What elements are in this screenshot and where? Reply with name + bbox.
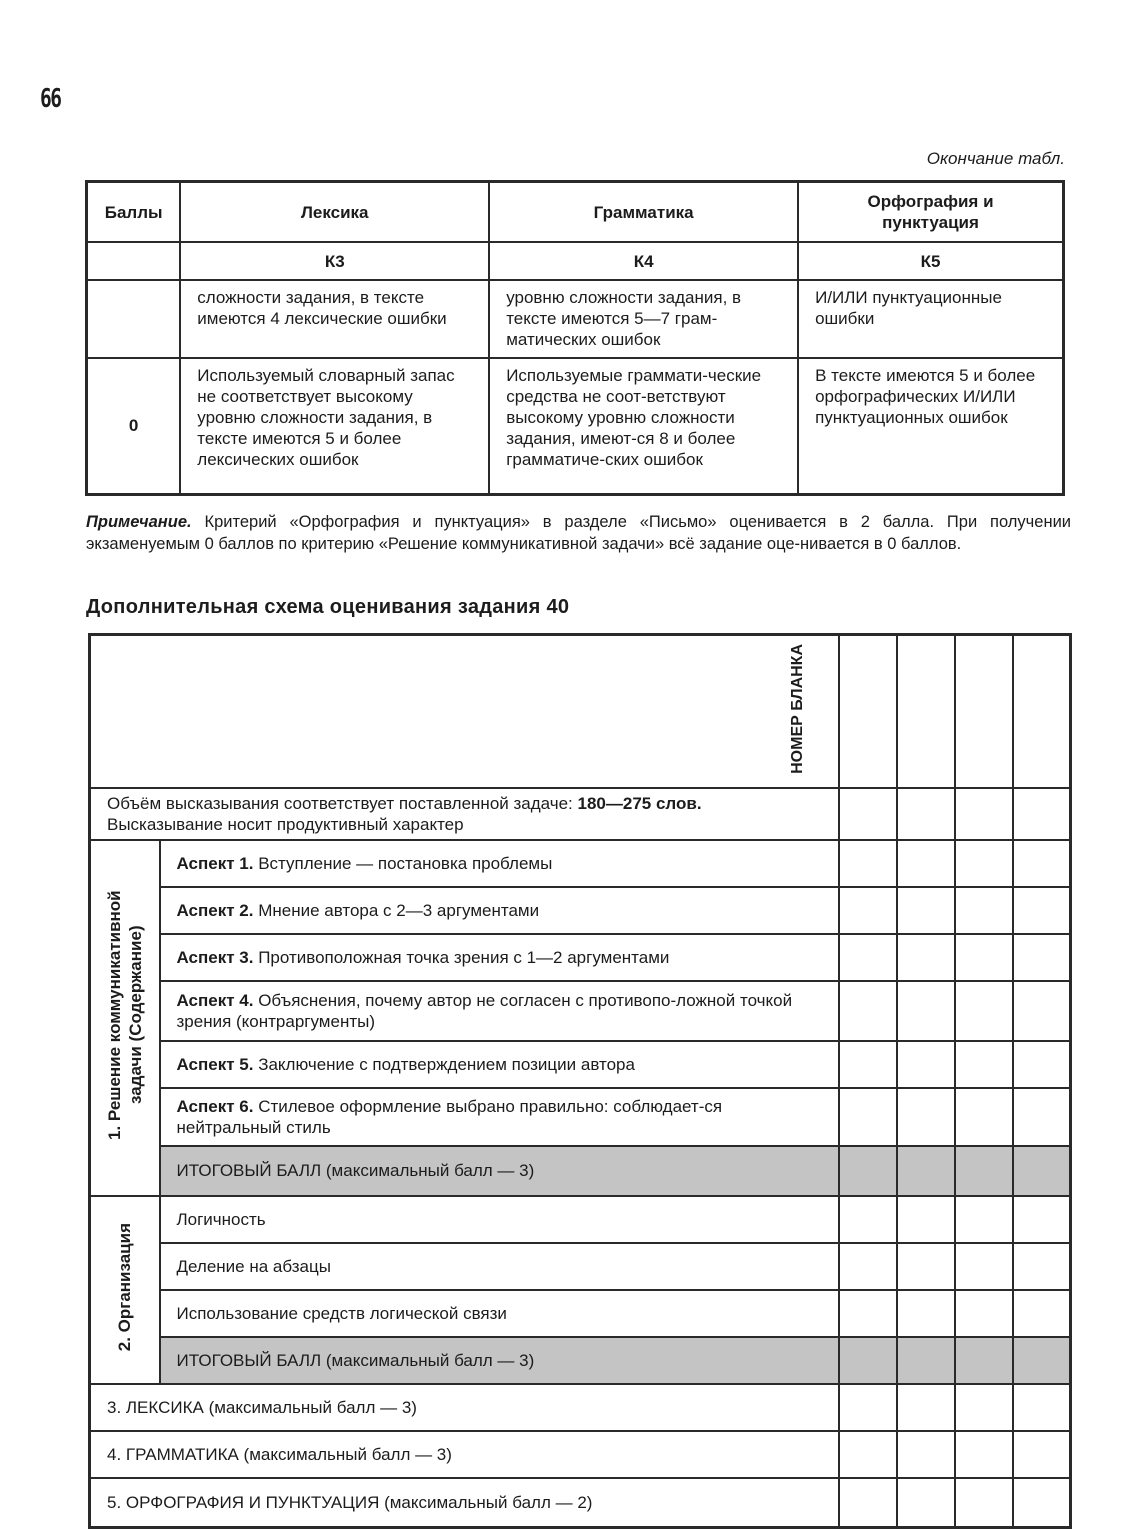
organization-text: Использование средств логической связи bbox=[160, 1290, 839, 1337]
score-box[interactable] bbox=[955, 1243, 1013, 1290]
spelling-row bbox=[90, 1478, 1071, 1528]
score-box[interactable] bbox=[839, 1431, 897, 1478]
score-box[interactable] bbox=[1013, 981, 1071, 1041]
scheme-table bbox=[88, 633, 1072, 1529]
score-box[interactable] bbox=[955, 1146, 1013, 1196]
score-box[interactable] bbox=[897, 1290, 955, 1337]
volume-row bbox=[90, 788, 1071, 840]
score-box[interactable] bbox=[839, 934, 897, 981]
score-box[interactable] bbox=[955, 1290, 1013, 1337]
group1-label: 1. Решение коммуникативной задачи (Содержание) bbox=[90, 840, 160, 1196]
group2-total-row bbox=[90, 1337, 1071, 1384]
note-paragraph bbox=[86, 511, 1071, 555]
organization-text: Логичность bbox=[160, 1196, 839, 1243]
group1-total-label: ИТОГОВЫЙ БАЛЛ (максимальный балл — 3) bbox=[160, 1146, 839, 1196]
scheme-header-row bbox=[90, 635, 1071, 788]
group1-total-row bbox=[90, 1146, 1071, 1196]
section-title: Дополнительная схема оценивания задания 40 bbox=[86, 596, 570, 618]
score-box[interactable] bbox=[897, 1478, 955, 1528]
score-box[interactable] bbox=[839, 981, 897, 1041]
header-lexis: Лексика bbox=[180, 182, 489, 243]
score-box[interactable] bbox=[897, 840, 955, 887]
score-box[interactable] bbox=[897, 1196, 955, 1243]
criteria-table bbox=[85, 180, 1065, 496]
aspect-row bbox=[90, 1088, 1071, 1146]
grammar-label: 4. ГРАММАТИКА (максимальный балл — 3) bbox=[90, 1431, 839, 1478]
score-box[interactable] bbox=[955, 1384, 1013, 1431]
group2-label: 2. Организация bbox=[90, 1196, 160, 1384]
organization-row bbox=[90, 1196, 1071, 1243]
criteria-row bbox=[87, 358, 1064, 494]
criteria-row bbox=[87, 280, 1064, 358]
header-spelling: Орфография и пунктуация bbox=[798, 182, 1063, 243]
organization-row bbox=[90, 1290, 1071, 1337]
group2-total-label: ИТОГОВЫЙ БАЛЛ (максимальный балл — 3) bbox=[160, 1337, 839, 1384]
score-box[interactable] bbox=[897, 635, 955, 788]
score-box[interactable] bbox=[839, 1337, 897, 1384]
score-box[interactable] bbox=[839, 887, 897, 934]
score-box[interactable] bbox=[897, 1243, 955, 1290]
score-box[interactable] bbox=[839, 1041, 897, 1088]
score-box[interactable] bbox=[955, 1337, 1013, 1384]
score-box[interactable] bbox=[839, 635, 897, 788]
score-box[interactable] bbox=[897, 934, 955, 981]
code-lexis: К3 bbox=[180, 242, 489, 280]
spelling-cell: И/ИЛИ пунктуационные ошибки bbox=[798, 280, 1063, 358]
organization-text: Деление на абзацы bbox=[160, 1243, 839, 1290]
code-grammar: К4 bbox=[489, 242, 798, 280]
lexis-label: 3. ЛЕКСИКА (максимальный балл — 3) bbox=[90, 1384, 839, 1431]
grammar-cell: Используемые граммати-ческие средства не соот-ветствуют высокому уровню сложности задания, имеют-ся 8 и более грамматиче-ских ошибок bbox=[489, 358, 798, 494]
aspect-row bbox=[90, 934, 1071, 981]
criteria-header-row bbox=[87, 182, 1064, 243]
score-box[interactable] bbox=[955, 1478, 1013, 1528]
lexis-cell: сложности задания, в тексте имеются 4 лексические ошибки bbox=[180, 280, 489, 358]
code-empty bbox=[87, 242, 181, 280]
grammar-row bbox=[90, 1431, 1071, 1478]
organization-row bbox=[90, 1243, 1071, 1290]
score-box[interactable] bbox=[1013, 1041, 1071, 1088]
spelling-cell: В тексте имеются 5 и более орфографических И/ИЛИ пунктуационных ошибок bbox=[798, 358, 1063, 494]
score-box[interactable] bbox=[839, 788, 897, 840]
score-box[interactable] bbox=[839, 840, 897, 887]
score-box[interactable] bbox=[1013, 788, 1071, 840]
note-text: Критерий «Орфография и пунктуация» в разделе «Письмо» оценивается в 2 балла. При получении экзаменуемым 0 баллов по критерию «Решение коммуникативной задачи» всё задание оце-нивается в 0 баллов. bbox=[86, 513, 1071, 553]
score-box[interactable] bbox=[1013, 840, 1071, 887]
score-box[interactable] bbox=[1013, 1478, 1071, 1528]
score-box[interactable] bbox=[897, 1041, 955, 1088]
score-box[interactable] bbox=[839, 1384, 897, 1431]
form-number-label: НОМЕР БЛАНКА bbox=[90, 635, 839, 788]
header-score: Баллы bbox=[87, 182, 181, 243]
score-box[interactable] bbox=[839, 1196, 897, 1243]
score-box[interactable] bbox=[955, 1088, 1013, 1146]
note-label: Примечание. bbox=[86, 513, 192, 531]
score-box[interactable] bbox=[1013, 1088, 1071, 1146]
score-box[interactable] bbox=[897, 1088, 955, 1146]
score-box[interactable] bbox=[1013, 635, 1071, 788]
lexis-cell: Используемый словарный запас не соответствует высокому уровню сложности задания, в тексте имеются 5 и более лексических ошибок bbox=[180, 358, 489, 494]
score-box[interactable] bbox=[1013, 1431, 1071, 1478]
aspect-row bbox=[90, 840, 1071, 887]
score-box[interactable] bbox=[897, 887, 955, 934]
score-box[interactable] bbox=[1013, 887, 1071, 934]
code-spelling: К5 bbox=[798, 242, 1063, 280]
aspect-text: Аспект 6. Стилевое оформление выбрано правильно: соблюдает-ся нейтральный стиль bbox=[160, 1088, 839, 1146]
score-cell: 0 bbox=[87, 358, 181, 494]
score-box[interactable] bbox=[955, 635, 1013, 788]
score-box[interactable] bbox=[1013, 934, 1071, 981]
lexis-row bbox=[90, 1384, 1071, 1431]
score-box[interactable] bbox=[839, 1290, 897, 1337]
score-box[interactable] bbox=[955, 981, 1013, 1041]
score-box[interactable] bbox=[1013, 1243, 1071, 1290]
score-box[interactable] bbox=[839, 1243, 897, 1290]
header-grammar: Грамматика bbox=[489, 182, 798, 243]
score-box[interactable] bbox=[897, 981, 955, 1041]
table-continuation-label: Окончание табл. bbox=[926, 149, 1065, 168]
score-box[interactable] bbox=[839, 1088, 897, 1146]
grammar-cell: уровню сложности задания, в тексте имеются 5—7 грам-матических ошибок bbox=[489, 280, 798, 358]
score-box[interactable] bbox=[1013, 1337, 1071, 1384]
aspect-text: Аспект 5. Заключение с подтверждением позиции автора bbox=[160, 1041, 839, 1088]
aspect-row bbox=[90, 981, 1071, 1041]
aspect-text: Аспект 3. Противоположная точка зрения с 1—2 аргументами bbox=[160, 934, 839, 981]
score-box[interactable] bbox=[897, 1384, 955, 1431]
spelling-label: 5. ОРФОГРАФИЯ И ПУНКТУАЦИЯ (максимальный балл — 2) bbox=[90, 1478, 839, 1528]
criteria-code-row bbox=[87, 242, 1064, 280]
aspect-row bbox=[90, 887, 1071, 934]
score-box[interactable] bbox=[955, 1196, 1013, 1243]
aspect-text: Аспект 2. Мнение автора с 2—3 аргументами bbox=[160, 887, 839, 934]
score-cell bbox=[87, 280, 181, 358]
score-box[interactable] bbox=[1013, 1146, 1071, 1196]
volume-text: Объём высказывания соответствует поставленной задаче: 180—275 слов. Высказывание носит продуктивный характер bbox=[90, 788, 839, 840]
page-number: 66 bbox=[40, 84, 61, 114]
score-box[interactable] bbox=[955, 788, 1013, 840]
score-box[interactable] bbox=[839, 1146, 897, 1196]
score-box[interactable] bbox=[839, 1478, 897, 1528]
aspect-text: Аспект 1. Вступление — постановка проблемы bbox=[160, 840, 839, 887]
score-box[interactable] bbox=[897, 1431, 955, 1478]
score-box[interactable] bbox=[1013, 1290, 1071, 1337]
score-box[interactable] bbox=[897, 788, 955, 840]
score-box[interactable] bbox=[897, 1146, 955, 1196]
score-box[interactable] bbox=[955, 840, 1013, 887]
score-box[interactable] bbox=[897, 1337, 955, 1384]
score-box[interactable] bbox=[1013, 1384, 1071, 1431]
score-box[interactable] bbox=[955, 1431, 1013, 1478]
score-box[interactable] bbox=[1013, 1196, 1071, 1243]
aspect-text: Аспект 4. Объяснения, почему автор не согласен с противопо-ложной точкой зрения (контраргументы) bbox=[160, 981, 839, 1041]
aspect-row bbox=[90, 1041, 1071, 1088]
score-box[interactable] bbox=[955, 1041, 1013, 1088]
score-box[interactable] bbox=[955, 887, 1013, 934]
score-box[interactable] bbox=[955, 934, 1013, 981]
